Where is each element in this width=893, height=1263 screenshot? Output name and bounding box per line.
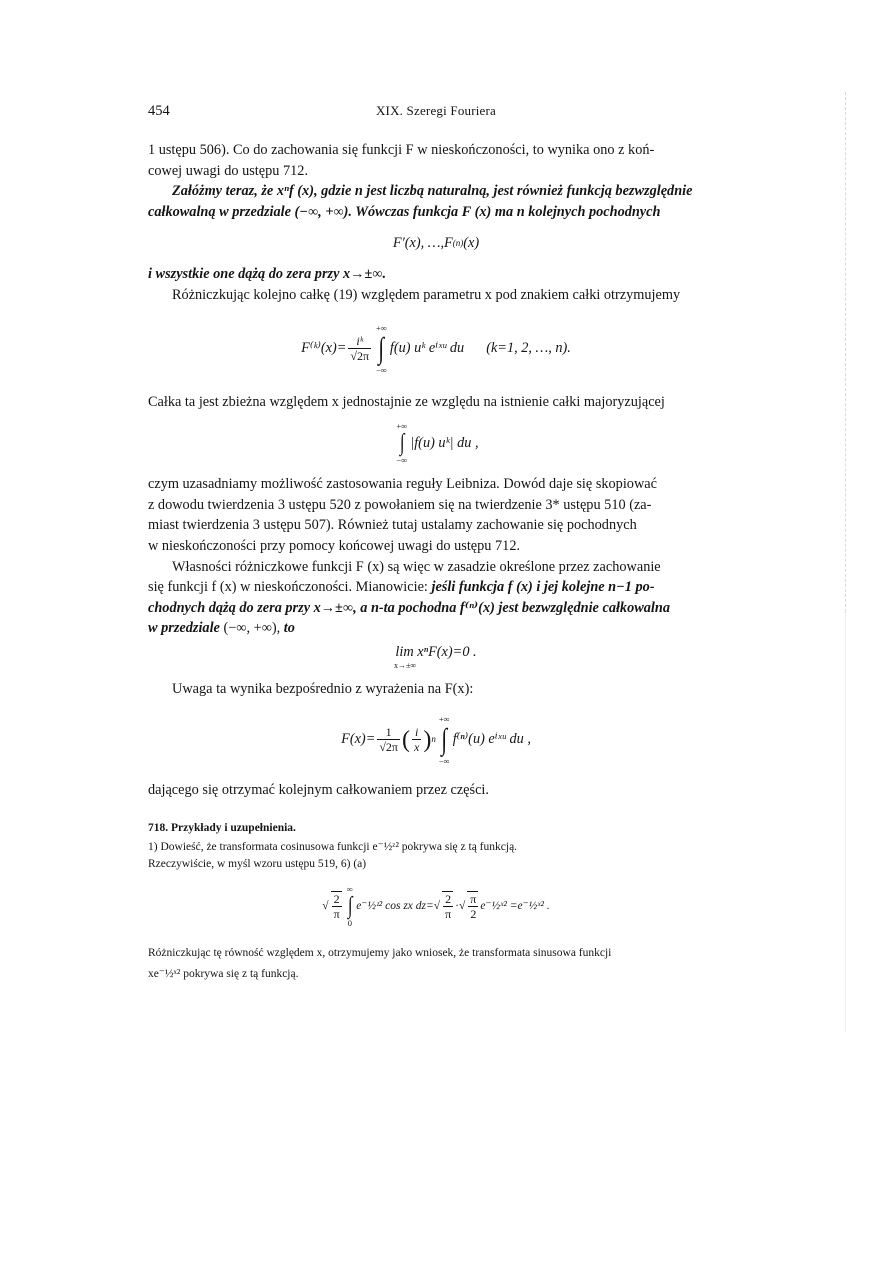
integral-sign: ∞ ∫ 0 — [346, 884, 353, 929]
integral-sign: +∞ ∫ −∞ — [376, 322, 387, 375]
integral-sign: +∞ ∫ −∞ — [438, 713, 450, 766]
page-number: 454 — [148, 103, 170, 119]
formula-majorizing: +∞ ∫ −∞ |f(u) uᵏ| du , — [396, 421, 479, 466]
paragraph-line: miast twierdzenia 3 ustępu 507). Również tutaj ustalamy zachowanie się pochodnych — [148, 517, 637, 534]
main-text — [148, 140, 724, 983]
paragraph-line: chodnych dążą do zera przy x→±∞, a n-ta pochodna f⁽ⁿ⁾(x) jest bezwzględnie całkowalna — [148, 599, 670, 616]
paragraph-line: dającego się otrzymać kolejnym całkowaniem przez części. — [148, 781, 489, 798]
theorem-line: i wszystkie one dążą do zera przy x→±∞. — [148, 266, 387, 283]
paragraph-line: w przedziale (−∞, +∞), to — [148, 620, 295, 637]
paragraph-line: Różniczkując tę równość względem x, otrzymujemy jako wniosek, że transformata sinusowa funkcji — [148, 947, 612, 960]
formula-limit: lim xⁿF(x)=0 . x→±∞ — [393, 644, 477, 671]
fraction: $\frac{1}{√2\pi}$ — [379, 725, 398, 754]
formula-F: F(x)= $\frac{1}{√2\pi}$ ( $\frac{i}{x}$ ) n +∞ ∫ −∞ f⁽ⁿ⁾(u) eⁱˣᵘ du , — [341, 713, 531, 766]
fraction: $\frac{2}{\pi}$ — [442, 891, 453, 921]
section-heading: 718. Przykłady i uzupełnienia. — [148, 822, 296, 835]
integral-sign: +∞ ∫ −∞ — [396, 421, 408, 466]
page-edge-line — [845, 612, 849, 1032]
fraction: $\frac{2}{\pi}$ — [331, 891, 342, 921]
paragraph-line: czym uzasadniamy możliwość zastosowania reguły Leibniza. Dowód daje się skopiować — [148, 476, 657, 493]
page-edge-line — [845, 92, 849, 612]
paragraph-line: się funkcji f (x) w nieskończoności. Mianowicie: jeśli funkcja f (x) i jej kolejne n−1 po- — [148, 579, 655, 596]
paragraph-line: cowej uwagi do ustępu 712. — [148, 162, 309, 179]
paragraph-line: Własności różniczkowe funkcji F (x) są więc w zasadzie określone przez zachowanie — [172, 558, 661, 575]
fraction: $\frac{i}{x}$ — [414, 725, 420, 754]
paragraph-line: Rzeczywiście, w myśl wzoru ustępu 519, 6) (a) — [148, 858, 367, 871]
paragraph-line: 1 ustępu 506). Co do zachowania się funkcji F w nieskończoności, to wynika ono z koń- — [148, 142, 655, 158]
formula-cosine-transform: √ $\frac{2}{\pi}$ ∞ ∫ 0 e⁻½ᶻ² cos zx dz= √ $\frac{2}{\pi}$ · √ $\frac{\pi}{2}$ e⁻½ˣ² =e⁻½ˣ² . — [322, 884, 550, 929]
paragraph-line: 1) Dowieść, że transformata cosinusowa funkcji e⁻½ᶻ² pokrywa się z tą funkcją. — [148, 841, 518, 854]
formula-derivatives: F′(x), …, F (n) (x) — [392, 235, 480, 252]
theorem-line: całkowalną w przedziale (−∞, +∞). Wówczas funkcja F (x) ma n kolejnych pochodnych — [148, 203, 661, 220]
paragraph-line: w nieskończoności przy pomocy końcowej uwagi do ustępu 712. — [148, 537, 521, 554]
paragraph-line: Różniczkując kolejno całkę (19) względem parametru x pod znakiem całki otrzymujemy — [172, 286, 681, 303]
paragraph-line: z dowodu twierdzenia 3 ustępu 520 z powołaniem się na twierdzenie 3* ustępu 510 (za- — [148, 496, 652, 513]
running-title: XIX. Szeregi Fouriera — [375, 103, 497, 118]
examples-section — [148, 820, 724, 983]
fraction: $\frac{\text{iᵏ}}{√2\pi}$ — [350, 334, 370, 364]
page-header — [148, 103, 724, 123]
theorem-line: Załóżmy teraz, że xⁿf (x), gdzie n jest liczbą naturalną, jest również funkcją bezwzględnie — [172, 183, 693, 200]
fraction: $\frac{\pi}{2}$ — [467, 891, 478, 921]
formula-fk: F⁽ᵏ⁾(x)= $\frac{\text{iᵏ}}{√2\pi}$ +∞ ∫ −∞ f(u) uᵏ eⁱˣᵘ du (k=1, 2, …, n). — [301, 322, 571, 375]
paragraph-line: Całka ta jest zbieżna względem x jednostajnie ze względu na istnienie całki majoryzującej — [148, 393, 665, 410]
paragraph-line: Uwaga ta wynika bezpośrednio z wyrażenia na F(x): — [172, 680, 474, 697]
paragraph-line: xe⁻½ˣ² pokrywa się z tą funkcją. — [148, 968, 299, 981]
